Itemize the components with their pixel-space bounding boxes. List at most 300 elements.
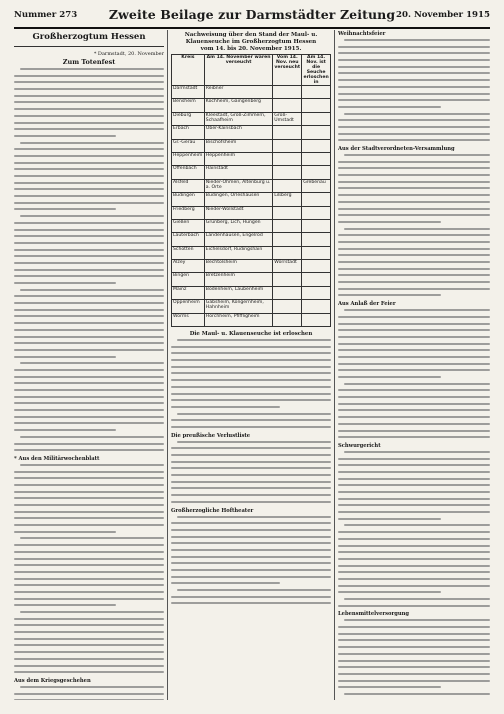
text-line [14,531,116,533]
table-cell-main: Gabsheim, Köngernheim, Hahnheim [204,300,273,313]
text-line [14,591,164,593]
text-line [14,222,164,224]
text-line [14,396,164,398]
table-row [172,152,331,165]
table-cell-n1 [273,206,302,219]
text-line [338,329,490,331]
text-line [171,481,331,483]
text-line [338,241,490,243]
text-line [338,119,490,121]
text-line [14,376,164,378]
livestock-disease-table [171,54,331,327]
text-line [14,175,164,177]
table-cell-kreis: Schotten [172,246,205,259]
text-line [177,589,331,591]
text-line [338,343,490,345]
text-line [338,538,490,540]
table-cell-kreis: Erbach [172,126,205,139]
text-line [14,255,164,257]
table-cell-kreis: Heppenheim [172,152,205,165]
table-cell-n1: Lißberg [273,193,302,206]
table-cell-n2 [302,300,331,313]
text-line [338,316,490,318]
text-line [344,598,490,600]
text-line [14,504,164,506]
text-line [338,86,490,88]
table-cell-n2 [302,313,331,326]
table-cell-n2 [302,246,331,259]
text-line [338,673,490,675]
table-cell-kreis: Büdingen [172,193,205,206]
table-title: Nachweisung über den Stand der Maul- u. Klauenseuche im Großherzogtum Hessen [184,32,318,45]
table-row [172,313,331,326]
text-line [338,187,490,189]
text-line [171,474,331,476]
subsection-heading: Zum Totenfest [62,58,116,66]
text-line [338,605,490,607]
text-line [344,154,490,156]
text-line [14,651,164,653]
text-line [171,556,331,558]
text-line [171,454,331,456]
text-line [171,467,331,469]
column-header: Am 14. Nov. ist die Seuche erloschen in [303,55,329,85]
text-line [171,582,280,584]
text-line [338,274,490,276]
text-line [14,208,116,210]
text-line [344,309,490,311]
text-line [14,524,164,526]
text-line [14,356,116,358]
text-line [338,389,490,391]
table-cell-n1 [273,219,302,232]
text-line [338,686,441,688]
text-line [14,122,164,124]
text-line [14,275,164,277]
text-line [14,598,164,600]
text-line [171,562,331,564]
text-line [338,59,490,61]
table-cell-main: Kochheim, Gaingenberg [204,99,273,112]
text-line [338,139,490,141]
article-text [14,464,164,673]
table-cell-n2 [302,286,331,299]
text-line [338,585,490,587]
text-line [177,516,331,518]
table-cell-n1 [273,286,302,299]
text-line [338,323,490,325]
text-line [14,409,164,411]
text-line [14,389,164,391]
table-cell-main: Nieder-Wöllstadt [204,206,273,219]
text-line [338,491,490,493]
table-cell-main: Nieder-Ohmen, Altenburg u. a. Orte [204,179,273,192]
text-line [14,644,164,646]
table-cell-main: Landenhausen, Engelrod [204,233,273,246]
table-cell-main: Bodenheim, Laubenheim [204,286,273,299]
text-line [338,208,490,210]
table-cell-main: Horchheim, Pfiffligheim [204,313,273,326]
table-cell-main: Reibner [204,86,273,99]
text-line [171,501,331,503]
text-line [171,379,331,381]
text-line [344,39,490,41]
text-line [338,498,490,500]
text-line [338,174,490,176]
table-cell-kreis: Worms [172,313,205,326]
text-line [171,366,331,368]
text-line [14,578,164,580]
text-line [338,356,490,358]
text-line [14,544,164,546]
text-line [344,524,490,526]
text-line [20,215,164,217]
text-line [338,646,490,648]
table-row [172,139,331,152]
dateline: * Darmstadt, 20. November [93,51,164,57]
supplement-title: Zweite Beilage zur Darmstädter Zeitung [108,7,396,22]
table-cell-main: Kleestadt, Groß-Zimmern, Schaafheim [204,112,273,125]
text-line [338,436,490,438]
table-cell-n2: Grebenau [302,179,331,192]
text-line [14,638,164,640]
text-line [338,551,490,553]
text-line [171,542,331,544]
table-cell-main: Büdingen, Orleshausen [204,193,273,206]
section-title: Großherzogtum Hessen [32,32,146,42]
text-line [14,443,164,445]
text-line [338,545,490,547]
text-line [20,464,164,466]
text-line [14,658,164,660]
text-line [338,660,490,662]
text-line [20,362,164,364]
column-divider [167,30,168,700]
text-line [171,596,331,598]
table-cell-kreis: Offenbach [172,166,205,179]
text-line [14,517,164,519]
text-line [338,234,490,236]
text-line [14,88,164,90]
text-line [344,619,490,621]
text-line [14,618,164,620]
text-line [338,46,490,48]
text-line [14,168,164,170]
text-line [14,309,164,311]
text-line [338,268,490,270]
issue-date: 20. November 1915 [396,10,490,20]
table-cell-kreis: Bingen [172,273,205,286]
text-line [14,693,164,695]
text-line [14,416,164,418]
table-cell-main: Bischofsheim [204,139,273,152]
paragraph-heading: Großherzogliche Hoftheater [171,507,254,514]
table-cell-n1 [273,166,302,179]
column-header: Vom 14. Nov. neu verseucht [273,55,302,86]
text-line [338,288,490,290]
text-line [338,93,490,95]
table-cell-kreis: Bensheim [172,99,205,112]
text-line [14,511,164,513]
table-row [172,206,331,219]
text-line [338,79,490,81]
article-text [338,619,490,700]
table-cell-n2 [302,219,331,232]
table-cell-n2 [302,112,331,125]
table-row [172,86,331,99]
text-line [14,75,164,77]
text-line [338,633,490,635]
text-line [14,342,164,344]
text-line [338,126,490,128]
text-line [338,369,490,371]
table-cell-main: Bretzenheim [204,273,273,286]
text-line [338,336,490,338]
text-line [14,315,164,317]
text-line [14,382,164,384]
text-line [14,484,164,486]
text-line [338,281,490,283]
text-line [14,115,164,117]
paragraph-heading: Aus Anlaß der Feier [338,301,396,308]
text-line [14,128,164,130]
text-line [14,195,164,197]
text-line [338,194,490,196]
column-1 [14,30,164,700]
text-line [338,680,490,682]
text-line [338,409,490,411]
text-line [171,393,331,395]
text-line [14,202,164,204]
table-row [172,193,331,206]
table-cell-kreis: Dieburg [172,112,205,125]
column-header: Kreis [172,55,205,86]
table-cell-n2 [302,233,331,246]
table-cell-n2 [302,206,331,219]
text-line [171,426,331,428]
text-line [338,248,490,250]
table-cell-n2 [302,99,331,112]
table-cell-n2 [302,86,331,99]
text-line [20,686,164,688]
text-line [338,181,490,183]
issue-number: Nummer 273 [14,10,78,20]
text-line [171,487,331,489]
text-line [338,565,490,567]
text-line [338,254,490,256]
text-line [338,484,490,486]
text-line [171,419,331,421]
text-line [344,451,490,453]
table-row [172,99,331,112]
text-line [338,261,490,263]
column-header: Am 14. November waren verseucht [204,55,273,86]
text-line [14,108,164,110]
text-line [171,372,331,374]
table-cell-n1 [273,86,302,99]
text-line [14,449,164,451]
table-row [172,300,331,313]
text-line [338,666,490,668]
table-cell-n1 [273,246,302,259]
paragraph-heading: Weihnachtsfeier [338,31,386,37]
column-3 [338,30,490,700]
table-row [172,166,331,179]
text-line [338,626,490,628]
text-line [338,591,441,593]
table-cell-n1 [273,273,302,286]
text-line [20,289,164,291]
text-line [20,537,164,539]
paragraph-heading: Lebensmittelversorgung [338,611,410,618]
text-line [338,471,490,473]
text-line [14,101,164,103]
text-line [171,569,331,571]
text-line [338,464,490,466]
table-cell-kreis: Mainz [172,286,205,299]
text-line [338,294,441,296]
text-line [338,478,490,480]
text-line [14,95,164,97]
text-line [338,458,490,460]
table-cell-kreis: Oppenheim [172,300,205,313]
text-line [14,162,164,164]
text-line [14,584,164,586]
table-footer: Die Maul- u. Klauenseuche ist erloschen [189,331,313,338]
table-cell-n1 [273,179,302,192]
text-line [14,369,164,371]
column-divider [334,30,335,700]
text-line [14,249,164,251]
text-line [14,329,164,331]
table-cell-main: Eichelsdorf, Rudingshain [204,246,273,259]
page-header [14,6,490,26]
text-line [14,551,164,553]
text-line [171,346,331,348]
text-line [338,72,490,74]
text-line [14,429,116,431]
text-line [14,558,164,560]
text-line [171,359,331,361]
text-line [344,228,490,230]
paragraph-heading: Die preußische Verlustliste [171,432,251,439]
text-line [171,447,331,449]
text-line [338,214,490,216]
table-cell-main: Heppenheim [204,152,273,165]
table-row [172,246,331,259]
table-row [172,273,331,286]
text-line [177,339,331,341]
table-row [172,112,331,125]
text-line [338,423,490,425]
text-line [14,631,164,633]
article-text [338,309,490,438]
text-line [14,188,164,190]
text-line [338,363,490,365]
text-line [14,269,164,271]
table-row [172,286,331,299]
text-line [14,235,164,237]
text-line [14,182,164,184]
text-line [177,413,331,415]
text-line [171,576,331,578]
header-rule [14,27,490,29]
table-cell-kreis: Gr.-Gerau [172,139,205,152]
article-text [14,686,164,700]
text-line [14,81,164,83]
text-line [338,416,490,418]
table-cell-n2 [302,260,331,273]
paragraph-heading: Aus der Stadtverordneten-Versammlung [338,146,455,152]
table-cell-n1 [273,233,302,246]
text-line [14,302,164,304]
table-cell-main: Grünberg, Lich, Hungen [204,219,273,232]
text-line [171,529,331,531]
article-text [338,39,490,141]
text-line [338,578,490,580]
article-text [171,339,331,428]
text-line [14,671,164,673]
text-line [338,430,490,432]
table-cell-n1 [273,300,302,313]
text-line [171,399,331,401]
text-line [14,295,164,297]
text-line [344,383,490,385]
table-cell-n1 [273,126,302,139]
text-line [14,604,116,606]
text-line [20,142,164,144]
text-line [338,511,490,513]
table-cell-kreis: Alzey [172,260,205,273]
table-cell-n1 [273,313,302,326]
table-cell-n2 [302,273,331,286]
text-line [338,106,441,108]
paragraph-heading: * Aus den Militärwochenblatt [14,455,100,462]
text-line [20,611,164,613]
table-header-row [172,55,331,86]
table-cell-n2 [302,166,331,179]
text-line [14,402,164,404]
text-line [338,133,490,135]
text-line [14,665,164,667]
text-line [171,549,331,551]
text-line [338,167,490,169]
text-line [14,422,164,424]
text-line [14,477,164,479]
text-line [338,571,490,573]
article-text [338,154,490,296]
text-line [338,531,490,533]
text-line [20,68,164,70]
text-line [171,406,280,408]
text-line [14,336,164,338]
table-cell-kreis: Lauterbach [172,233,205,246]
text-line [171,386,331,388]
text-line [338,639,490,641]
text-line [338,66,490,68]
text-line [338,518,441,520]
article-text [338,451,490,607]
text-line [338,99,490,101]
text-line [344,113,490,115]
text-line [14,322,164,324]
text-line [14,624,164,626]
table-row [172,233,331,246]
text-line [14,699,164,700]
text-line [338,221,441,223]
table-cell-kreis: Alsfeld [172,179,205,192]
text-line [338,558,490,560]
